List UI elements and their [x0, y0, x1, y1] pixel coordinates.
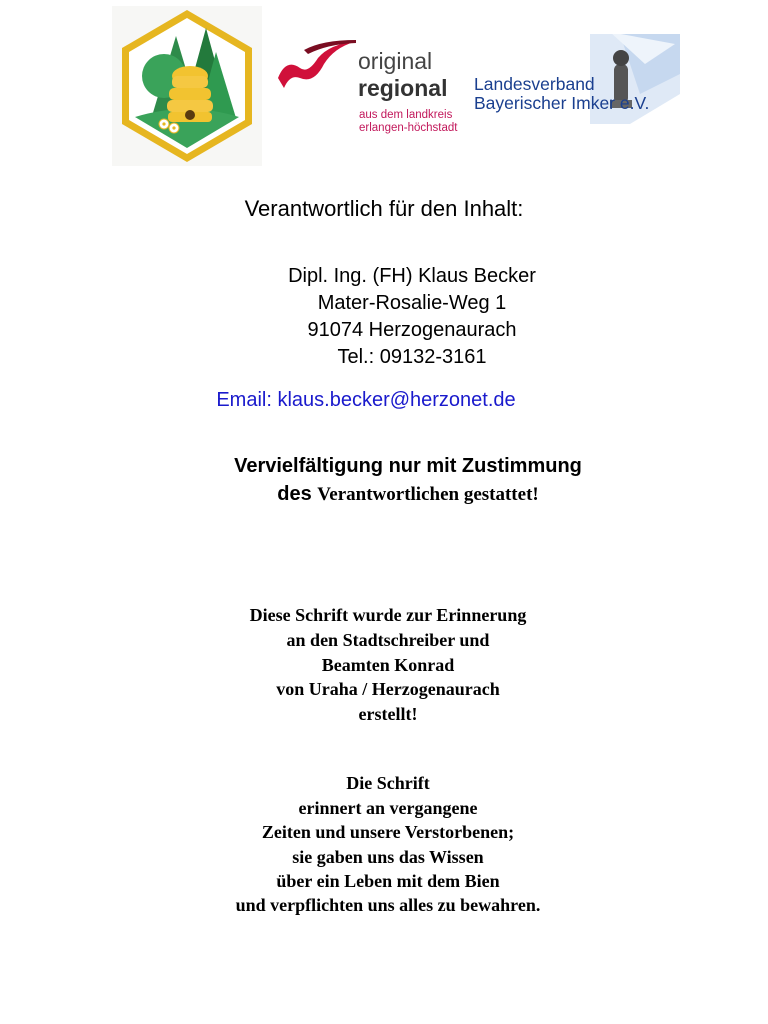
dedication-line: an den Stadtschreiber und: [286, 630, 490, 650]
bee-hive-icon: [112, 6, 262, 166]
contact-email-link[interactable]: Email: klaus.becker@herzonet.de: [216, 389, 516, 411]
dedication-line: Beamten Konrad: [321, 655, 455, 675]
bee-hive-logo: [112, 6, 262, 166]
landesverband-logo: [470, 34, 680, 134]
copyright-line2-b: Verantwortlichen gestattet!: [317, 484, 539, 505]
landesverband-line2: Bayerischer Imker e.V.: [474, 93, 650, 113]
dedication-line: erstellt!: [358, 704, 418, 724]
contact-city: 91074 Herzogenaurach: [307, 319, 517, 341]
contact-street: Mater-Rosalie-Weg 1: [317, 292, 507, 314]
contact-phone: Tel.: 09132-3161: [337, 346, 487, 368]
memorial-line: und verpflichten uns alles zu bewahren.: [235, 895, 541, 915]
memorial-line: sie gaben uns das Wissen: [292, 847, 484, 867]
landesverband-line1: Landesverband: [474, 74, 595, 94]
copyright-line2-a: des: [277, 483, 312, 505]
original-word: original: [358, 48, 433, 74]
original-regional-logo: [274, 30, 464, 160]
regional-word: regional: [358, 75, 448, 101]
region-subtitle-line2: erlangen-höchstadt: [359, 122, 458, 134]
memorial-line: über ein Leben mit dem Bien: [276, 871, 500, 891]
red-swoosh-icon: [274, 38, 358, 98]
dedication-line: von Uraha / Herzogenaurach: [276, 679, 500, 699]
responsible-heading: Verantwortlich für den Inhalt:: [244, 196, 524, 221]
memorial-line: Die Schrift: [346, 773, 430, 793]
region-subtitle-line1: aus dem landkreis: [359, 109, 453, 121]
memorial-line: erinnert an vergangene: [298, 798, 478, 818]
contact-name: Dipl. Ing. (FH) Klaus Becker: [288, 265, 536, 287]
dedication-line: Diese Schrift wurde zur Erinnerung: [249, 605, 527, 625]
copyright-line2: [24, 483, 768, 506]
copyright-line1: Vervielfältigung nur mit Zustimmung: [234, 455, 582, 477]
memorial-line: Zeiten und unsere Verstorbenen;: [261, 822, 515, 842]
